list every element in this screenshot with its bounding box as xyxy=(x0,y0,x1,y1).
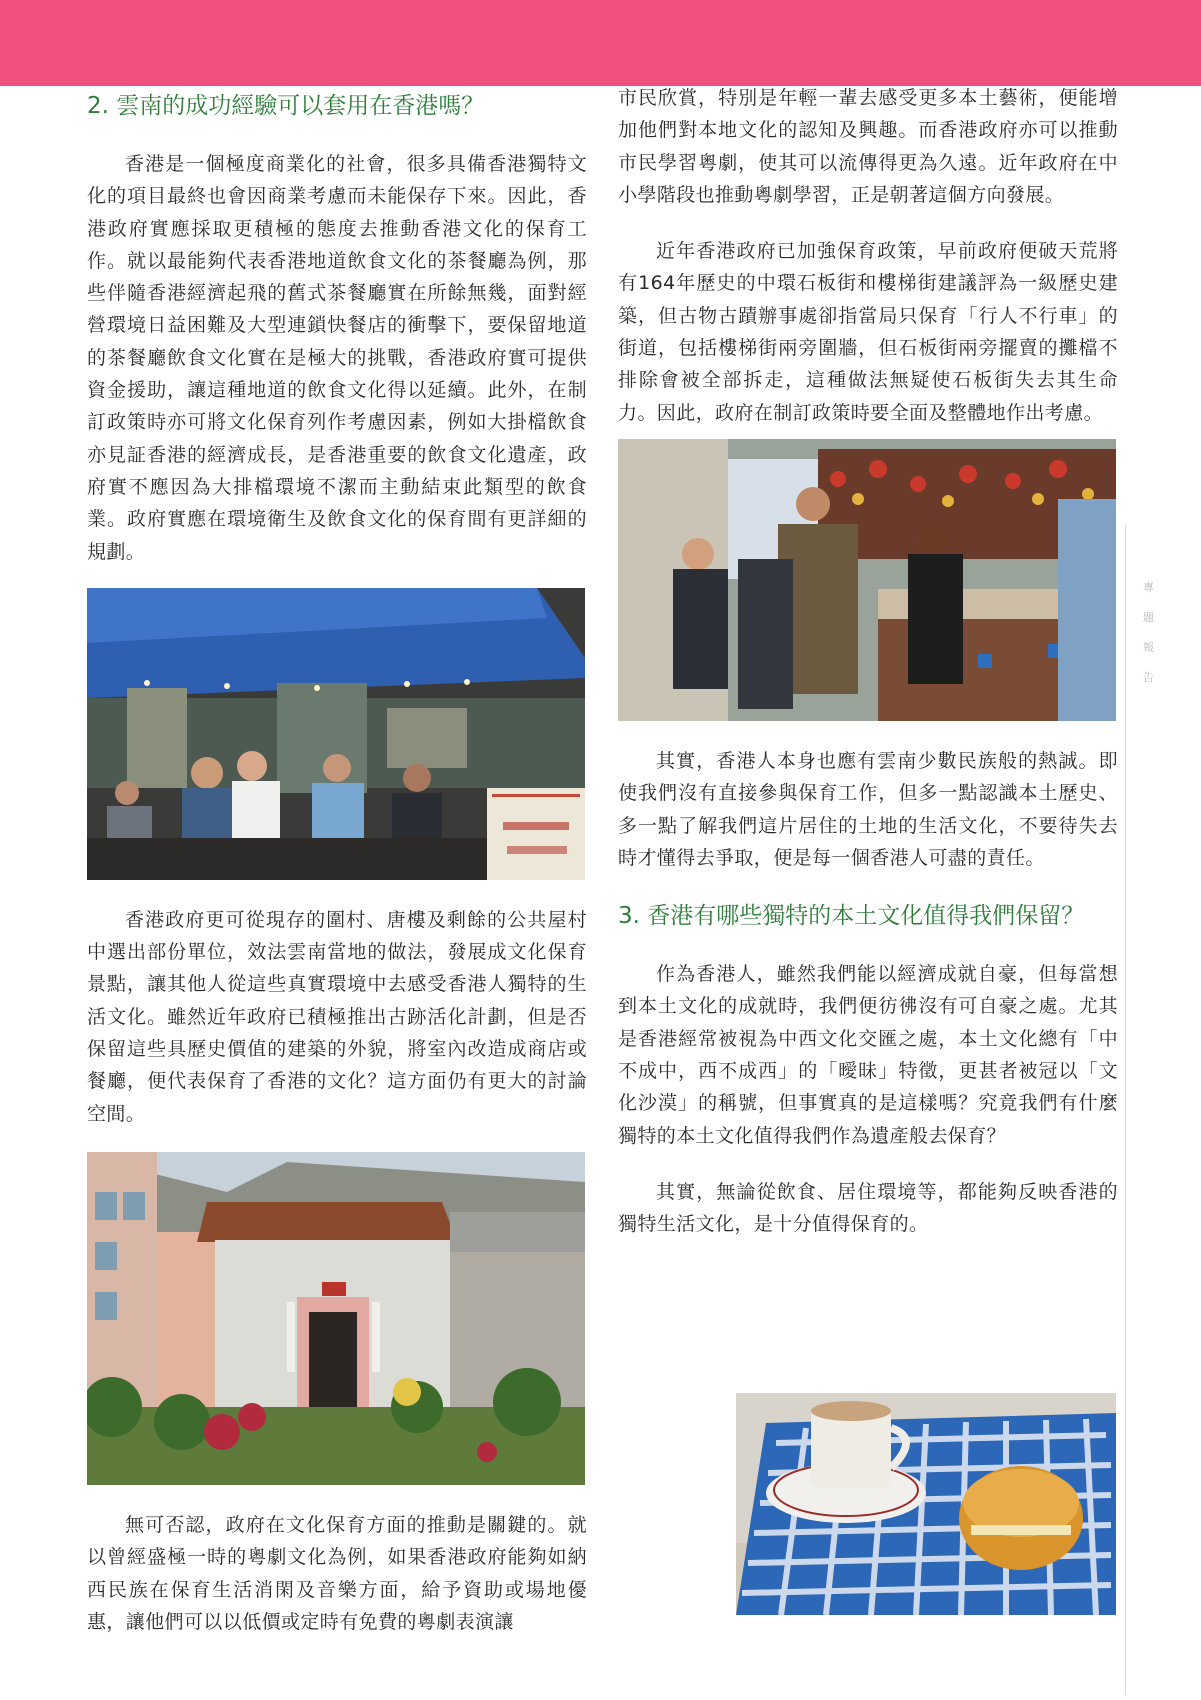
paragraph: 香港政府更可從現存的圍村、唐樓及剩餘的公共屋村中選出部份單位，效法雲南當地的做法，發展成文化保育景點，讓其他人從這些真實環境中去感受香港人獨特的生活文化。雖然近年政府已積極推出古跡活化計劃，但是否保留這些具歷史價值的建築的外貌，將室內改造成商店或餐廳，便代表保育了香港的文化？這方面仍有更大的討論空間。 xyxy=(87,908,587,1125)
left-column xyxy=(87,90,587,1638)
sidebar-char: 報 xyxy=(1143,641,1154,654)
paragraph: 香港是一個極度商業化的社會，很多具備香港獨特文化的項目最終也會因商業考慮而未能保存下來。因此，香港政府實應採取更積極的態度去推動香港文化的保育工作。就以最能夠代表香港地道飲食文化的茶餐廳為例，那些伴隨香港經濟起飛的舊式茶餐廳實在所餘無幾，面對經營環境日益困難及大型連鎖快餐店的衝擊下，要保留地道的茶餐廳飲食文化實在是極大的挑戰，香港政府實可提供資金援助，讓這種地道的飲食文化得以延續。此外，在制訂政策時亦可將文化保育列作考慮因素，例如大掛檔飲食亦見証香港的經濟成長，是香港重要的飲食文化遺產，政府實不應因為大排檔環境不潔而主動結束此類型的飲食業。政府實應在環境衛生及飲食文化的保育間有更詳細的規劃。 xyxy=(87,153,587,563)
photo-street-market xyxy=(618,439,1116,721)
header-band xyxy=(0,0,1201,86)
paragraph: 無可否認，政府在文化保育方面的推動是關鍵的。就以曾經盛極一時的粵劇文化為例，如果香港政府能夠如納西民族在保育生活消閑及音樂方面，給予資助或場地優惠，讓他們可以以低價或定時有免費的粵劇表演讓 xyxy=(87,1513,587,1633)
sidebar-char: 告 xyxy=(1143,671,1154,684)
photo-dai-pai-dong xyxy=(87,588,585,880)
section-heading-3: 3. 香港有哪些獨特的本土文化值得我們保留？ xyxy=(618,903,1085,930)
paragraph: 近年香港政府已加強保育政策，早前政府便破天荒將有164年歷史的中環石板街和樓梯街建議評為一級歷史建築，但古物古蹟辦事處卻指當局只保育「行人不行車」的街道，包括樓梯街兩旁圍牆，但石板街兩旁擺賣的攤檔不排除會被全部拆走，這種做法無疑使石板街失去其生命力。因此，政府在制訂政策時要全面及整體地作出考慮。 xyxy=(618,240,1118,424)
paragraph: 其實，無論從飲食、居住環境等，都能夠反映香港的獨特生活文化，是十分值得保育的。 xyxy=(618,1180,1118,1236)
photo-heritage-building xyxy=(87,1152,585,1485)
paragraph: 其實，香港人本身也應有雲南少數民族般的熱誠。即使我們沒有直接參與保育工作，但多一點認識本土歷史、多一點了解我們這片居住的土地的生活文化，不要待失去時才懂得去爭取，便是每一個香港人可盡的責任。 xyxy=(618,749,1118,869)
sidebar-rule xyxy=(1125,525,1126,1695)
photo-milk-tea-bun xyxy=(736,1393,1116,1615)
section-heading-2: 2. 雲南的成功經驗可以套用在香港嗎？ xyxy=(87,93,485,119)
sidebar-char: 題 xyxy=(1143,611,1154,624)
right-column xyxy=(618,82,1118,1241)
paragraph: 作為香港人，雖然我們能以經濟成就自豪，但每當想到本土文化的成就時，我們便彷彿沒有可自豪之處。尤其是香港經常被視為中西文化交匯之處，本土文化總有「中不成中，西不成西」的「曖昧」特徵，更甚者被冠以「文化沙漠」的稱號，但事實真的是這樣嗎？究竟我們有什麼獨特的本土文化值得我們作為遺產般去保育？ xyxy=(618,963,1118,1147)
sidebar-char: 專 xyxy=(1143,581,1154,594)
paragraph: 市民欣賞，特別是年輕一輩去感受更多本土藝術，便能增加他們對本地文化的認知及興趣。而香港政府亦可以推動市民學習粵劇，使其可以流傳得更為久遠。近年政府在中小學階段也推動粵劇學習，正是朝著這個方向發展。 xyxy=(618,87,1118,206)
